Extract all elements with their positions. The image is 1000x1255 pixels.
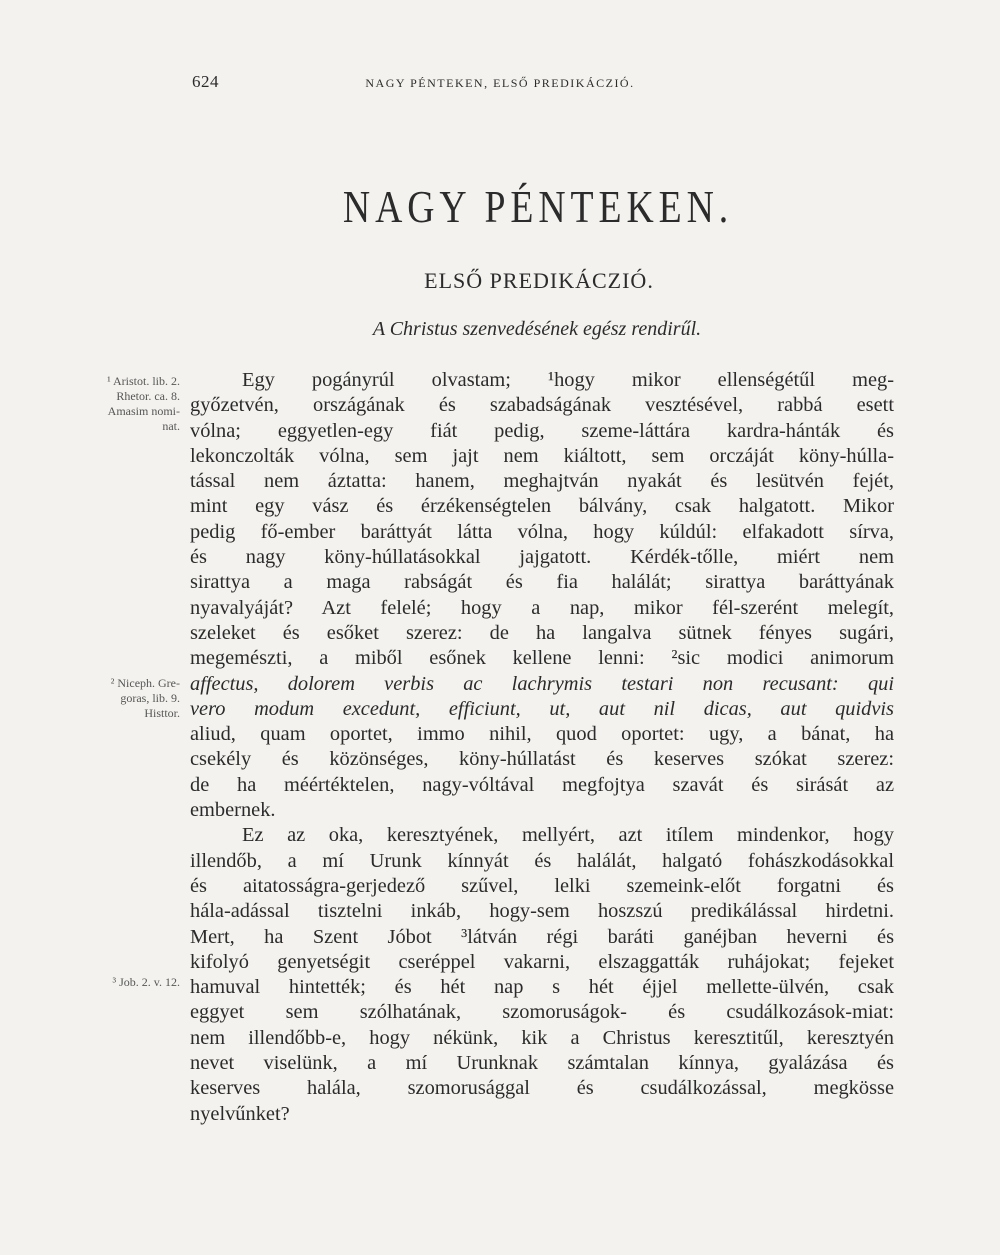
text-line: sirattya a maga rabságát és fia halálát; sirattya baráttyának [190, 571, 894, 594]
text-line: vero modum excedunt, efficiunt, ut, aut nil dicas, aut quidvis [190, 697, 894, 720]
text-line: Egy pogányrúl olvastam; ¹hogy mikor ellenségétűl meg- [242, 369, 894, 391]
text-line: csekély és közönséges, köny-húllatást és keserves szókat szerez: [190, 748, 894, 771]
margin-note-line: Rhetor. ca. 8. [116, 389, 180, 403]
text-line: nyavalyáját? Azt felelé; hogy a nap, mikor fél-szerént melegít, [190, 596, 894, 619]
text-line: és nagy köny-húllatásokkal jajgatott. Kérdék-tőlle, miért nem [190, 546, 894, 569]
text-line: hála-adással tisztelni inkáb, hogy-sem hoszszú predikálással hirdetni. [190, 900, 894, 923]
text-line: affectus, dolorem verbis ac lachrymis testari non recusant: qui [190, 672, 894, 695]
text-line: Ez az oka, keresztyének, mellyért, azt itílem mindenkor, hogy [242, 824, 894, 847]
text-line: mint egy vász és érzékenségtelen bálvány, csak halgatott. Mikor [190, 495, 894, 518]
page-number: 624 [192, 72, 219, 91]
margin-note-line: goras, lib. 9. [120, 691, 180, 705]
text-line: vólna; eggyetlen-egy fiát pedig, szeme-láttára kardra-hánták és [190, 419, 894, 442]
text-line: tással nem áztatta: hanem, meghajtván nyakát és lesütvén fejét, [190, 470, 894, 493]
margin-note-3 [60, 975, 180, 990]
text-line: eggyet sem szólhatának, szomoruságok- és csudálkozások-miat: [190, 1001, 894, 1024]
text-line: nevet viselünk, a mí Urunknak számtalan kínnya, gyalázása és [190, 1052, 894, 1075]
margin-note-1 [60, 374, 180, 434]
text-line: nem illendőbb-e, hogy nékünk, kik a Christus keresztitűl, keresztyén [190, 1026, 894, 1049]
running-title: NAGY PÉNTEKEN, ELSŐ PREDIKÁCZIÓ. [365, 76, 635, 90]
text-line: embernek. [190, 799, 276, 822]
text-line: és aitatosságra-gerjedező szűvel, lelki szemeink-előt forgatni és [190, 874, 894, 897]
margin-note-line: ³ Job. 2. v. 12. [112, 975, 180, 989]
text-line: győzetvén, országának és szabadságának vesztésével, rabbá esett [190, 394, 894, 417]
text-line: illendőb, a mí Urunk kínnyát és halálát, halgató fohászkodásokkal [190, 849, 894, 872]
text-line: Mert, ha Szent Jóbot ³látván régi baráti ganéjban heverni és [190, 925, 894, 948]
margin-note-line: Histtor. [144, 706, 180, 720]
margin-note-line: nat. [162, 419, 180, 433]
margin-note-line: ² Niceph. Gre- [110, 676, 180, 690]
text-line: szeleket és esőket szerez: de ha langalva sütnek fényes sugári, [190, 621, 894, 644]
text-line: nyelvűnket? [190, 1102, 290, 1125]
text-line: kifolyó genyetségit cseréppel vakarni, elszaggatták ruhájokat; fejeket [190, 950, 894, 973]
sermon-intro: A Christus szenvedésének egész rendirűl. [372, 318, 702, 340]
margin-note-line: Amasim nomi- [107, 404, 180, 418]
text-line: keserves halála, szomorusággal és csudálkozással, megkösse [190, 1077, 894, 1100]
body-text [190, 368, 894, 1127]
text-line: lekonczolták vólna, sem jajt nem kiáltott, sem orczáját köny-húlla- [190, 444, 894, 467]
margin-note-line: ¹ Aristot. lib. 2. [107, 374, 180, 388]
text-line: hamuval hintették; és hét nap s hét éjjel mellette-ülvén, csak [190, 976, 894, 999]
text-line: aliud, quam oportet, immo nihil, quod oportet: ugy, a bánat, ha [190, 723, 894, 746]
text-line: megemészti, a miből esőnek kellene lenni: ²sic modici animorum [190, 647, 894, 670]
margin-note-2 [60, 676, 180, 721]
page-title-text: NAGY PÉNTEKEN. [342, 181, 734, 232]
text-line: pedig fő-ember baráttyát látta vólna, hogy kúldúl: elfakadott sírva, [190, 520, 894, 543]
page-title [97, 180, 917, 233]
text-line: de ha méértéktelen, nagy-vóltával megfojtya szavát és sirását az [190, 773, 894, 796]
section-subtitle: ELSŐ PREDIKÁCZIÓ. [424, 268, 654, 293]
